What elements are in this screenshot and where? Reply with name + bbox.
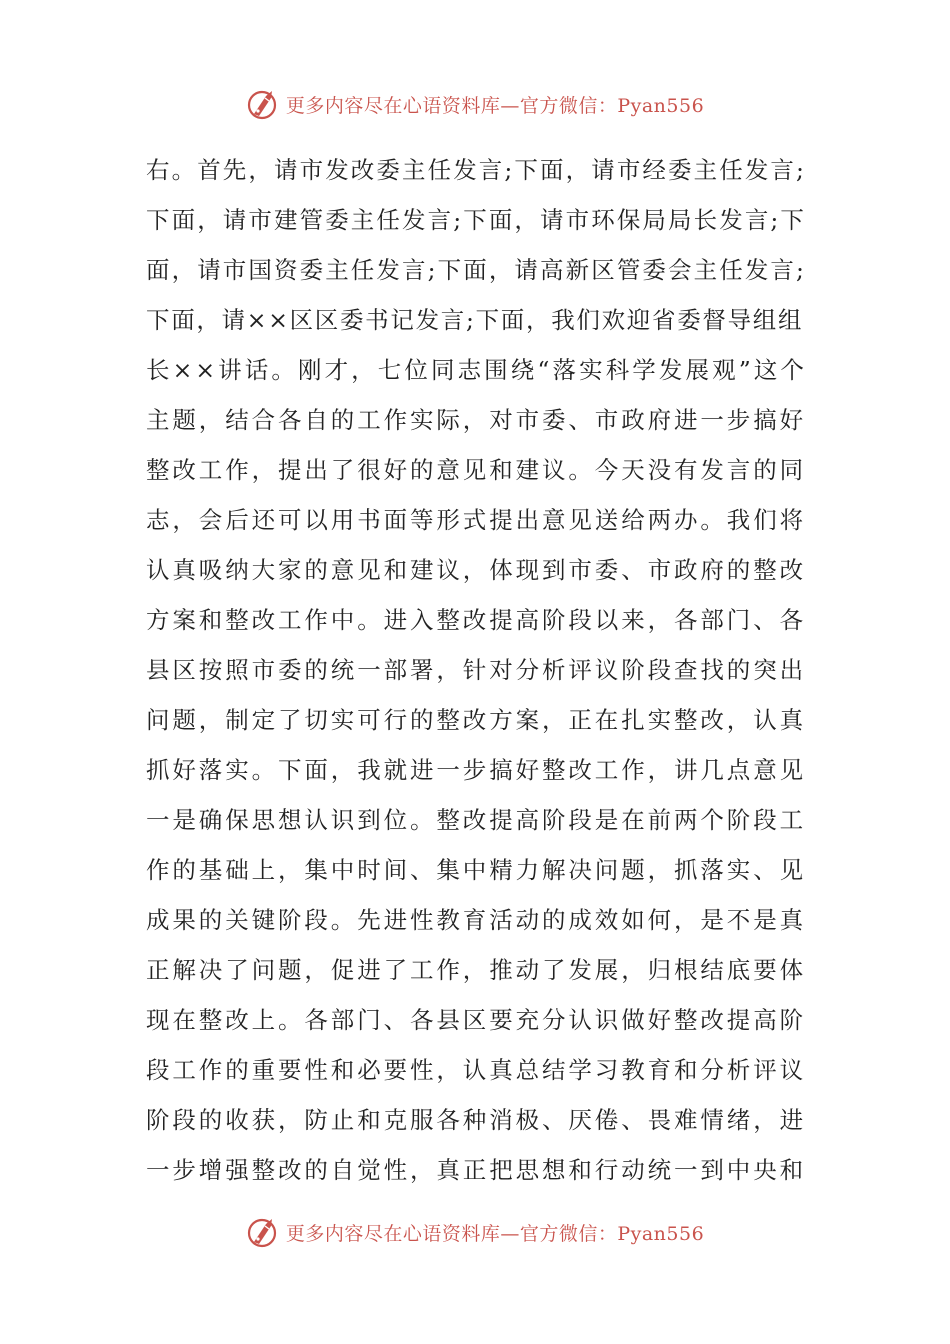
header-watermark (0, 84, 950, 124)
text-line: 面，请市国资委主任发言;下面，请高新区管委会主任发言; (146, 256, 807, 284)
text-line: 县区按照市委的统一部署，针对分析评议阶段查找的突出 (146, 656, 806, 684)
pen-nib-in-circle-icon (246, 1215, 280, 1249)
text-line: 作的基础上，集中时间、集中精力解决问题，抓落实、见 (146, 856, 806, 884)
text-line: 认真吸纳大家的意见和建议，体现到市委、市政府的整改 (146, 556, 806, 584)
text-line: 成果的关键阶段。先进性教育活动的成效如何，是不是真 (146, 906, 806, 934)
text-line: 志，会后还可以用书面等形式提出意见送给两办。我们将 (146, 506, 806, 534)
text-line: 主题，结合各自的工作实际，对市委、市政府进一步搞好 (146, 406, 806, 434)
text-line: 一是确保思想认识到位。整改提高阶段是在前两个阶段工 (146, 806, 806, 834)
text-line: 一步增强整改的自觉性，真正把思想和行动统一到中央和 (146, 1156, 806, 1184)
text-line: 下面，请××区区委书记发言;下面，我们欢迎省委督导组组 (146, 306, 804, 334)
text-line: 方案和整改工作中。进入整改提高阶段以来，各部门、各 (146, 606, 806, 634)
text-line: 现在整改上。各部门、各县区要充分认识做好整改提高阶 (146, 1006, 806, 1034)
text-line: 抓好落实。下面，我就进一步搞好整改工作，讲几点意见 (146, 756, 806, 784)
watermark-text: 更多内容尽在心语资料库—官方微信：Pyan556 (285, 1222, 705, 1245)
text-line: 段工作的重要性和必要性，认真总结学习教育和分析评议 (146, 1056, 806, 1084)
text-line: 正解决了问题，促进了工作，推动了发展，归根结底要体 (146, 956, 806, 984)
text-line: 右。首先，请市发改委主任发言;下面，请市经委主任发言; (146, 156, 807, 184)
document-body (146, 145, 808, 1195)
text-line: 下面，请市建管委主任发言;下面，请市环保局局长发言;下 (146, 206, 807, 234)
pen-nib-in-circle-icon (246, 87, 280, 121)
footer-watermark (0, 1212, 950, 1252)
text-line: 整改工作，提出了很好的意见和建议。今天没有发言的同 (146, 456, 806, 484)
text-line: 阶段的收获，防止和克服各种消极、厌倦、畏难情绪，进 (146, 1106, 806, 1134)
watermark-text: 更多内容尽在心语资料库—官方微信：Pyan556 (285, 94, 705, 117)
text-line: 长××讲话。刚才，七位同志围绕“落实科学发展观”这个 (146, 356, 808, 384)
text-line: 问题，制定了切实可行的整改方案，正在扎实整改，认真 (146, 706, 806, 734)
